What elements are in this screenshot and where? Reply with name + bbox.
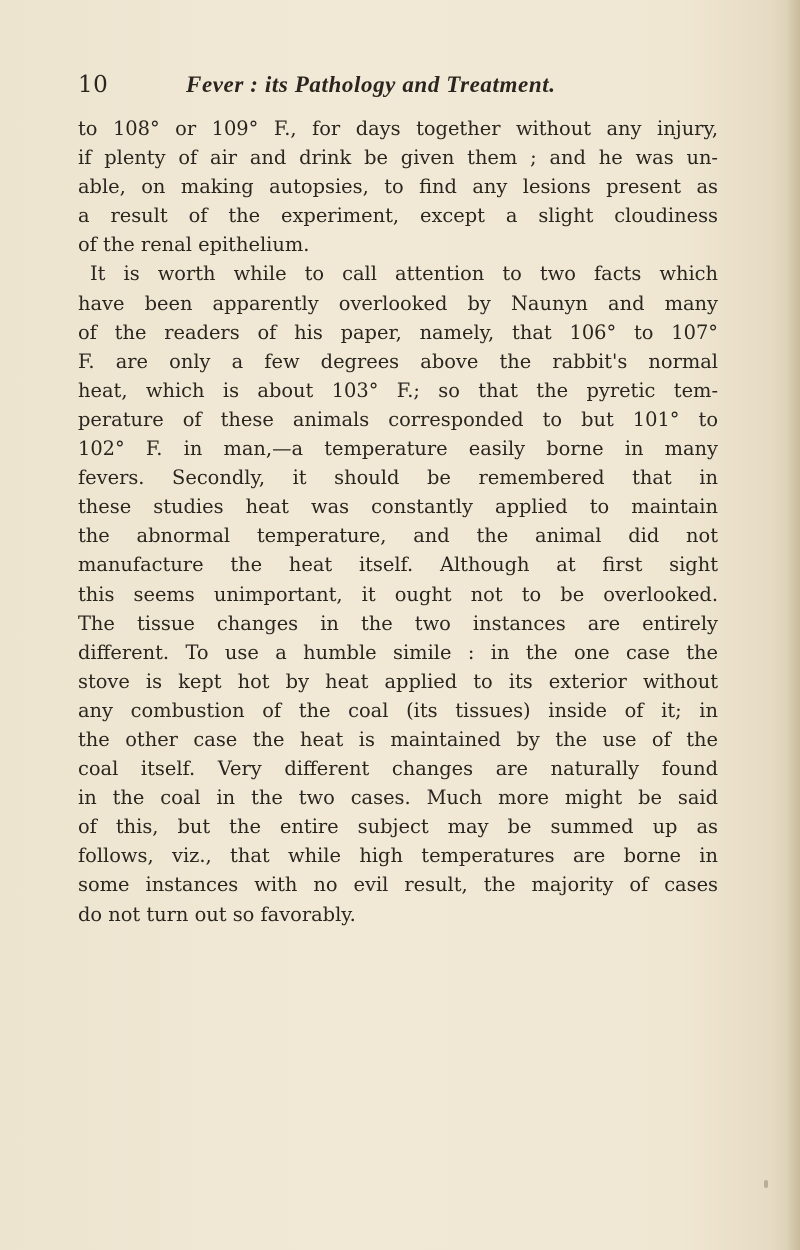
text-line: coal itself. Very different changes are naturally found [78, 757, 718, 781]
text-line: to 108° or 109° F., for days together without any injury, [78, 117, 718, 140]
text-line: this seems unimportant, it ought not to be overlooked. [78, 582, 718, 606]
text-line: of the renal epithelium. [78, 233, 310, 257]
page-header [78, 72, 718, 108]
body-text [78, 114, 718, 929]
text-line: fevers. Secondly, it should be remembered that in [78, 466, 718, 490]
text-line: The tissue changes in the two instances are entirely [78, 611, 718, 635]
text-line: of this, but the entire subject may be summed up as [78, 815, 718, 839]
text-line: F. are only a few degrees above the rabbit's normal [78, 349, 718, 373]
text-line: stove is kept hot by heat applied to its exterior without [78, 669, 718, 693]
text-line: do not turn out so favorably. [78, 902, 356, 926]
text-line: in the coal in the two cases. Much more might be said [78, 786, 718, 810]
text-line: It is worth while to call attention to two facts which [90, 262, 718, 286]
page-number: 10 [78, 72, 109, 98]
text-line: the other case the heat is maintained by the use of the [78, 727, 718, 751]
text-line: perature of these animals corresponded to but 101° to [78, 407, 718, 431]
page-edge-shadow [786, 0, 800, 1250]
text-line: manufacture the heat itself. Although at first sight [78, 553, 718, 577]
text-line: of the readers of his paper, namely, that 106° to 107° [78, 320, 718, 344]
text-line: any combustion of the coal (its tissues) inside of it; in [78, 698, 718, 722]
text-line: the abnormal temperature, and the animal did not [78, 524, 718, 548]
text-line: 102° F. in man,—a temperature easily borne in many [78, 437, 718, 461]
text-line: if plenty of air and drink be given them ; and he was un- [78, 146, 718, 170]
text-line: able, on making autopsies, to find any lesions present as [78, 175, 718, 199]
text-line: a result of the experiment, except a slight cloudiness [78, 204, 718, 228]
text-line: these studies heat was constantly applied to maintain [78, 495, 718, 519]
running-title: Fever : its Pathology and Treatment. [186, 72, 556, 97]
paper-speck [764, 1180, 768, 1188]
text-line: have been apparently overlooked by Naunyn and many [78, 291, 718, 315]
text-line: heat, which is about 103° F.; so that the pyretic tem- [78, 378, 718, 402]
text-line: follows, viz., that while high temperatures are borne in [78, 844, 718, 868]
text-line: some instances with no evil result, the majority of cases [78, 873, 718, 897]
text-line: different. To use a humble simile : in the one case the [78, 640, 718, 664]
